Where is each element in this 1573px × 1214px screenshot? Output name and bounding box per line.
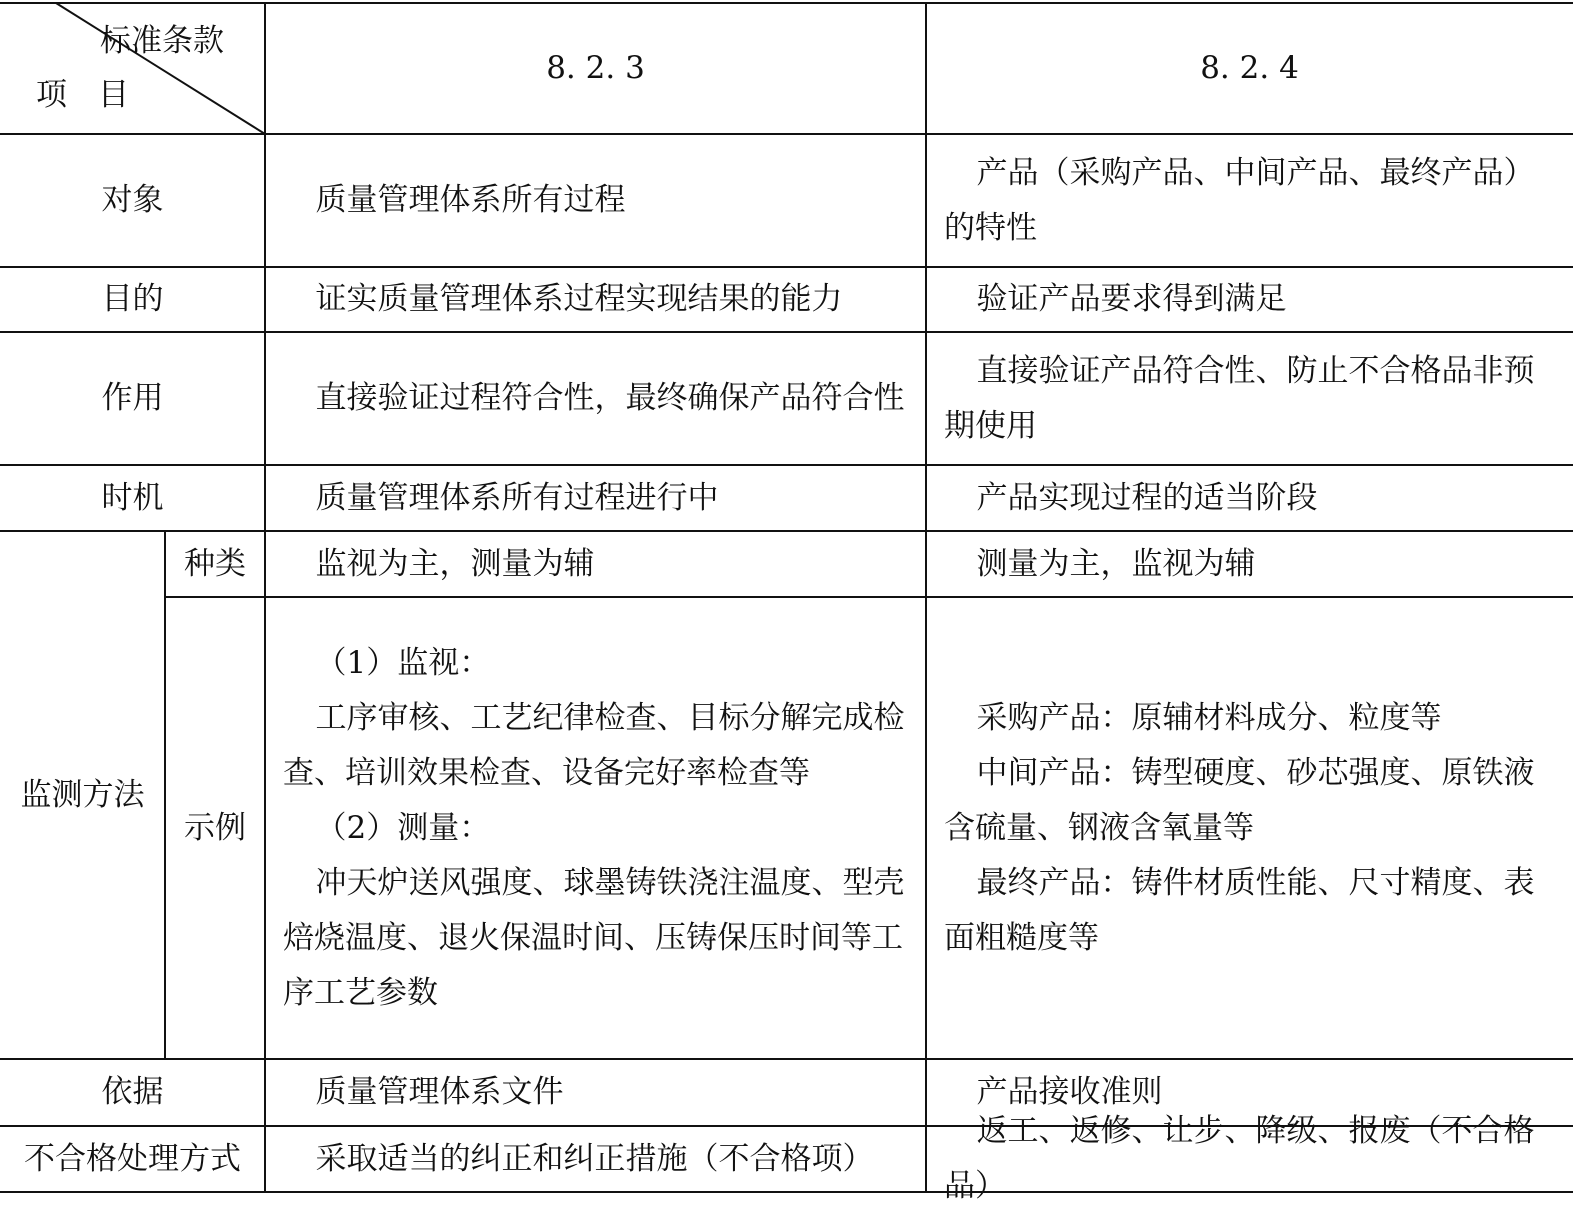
row-label-basis: 依据 bbox=[101, 1074, 164, 1110]
row-label-purpose: 目的 bbox=[101, 281, 164, 317]
row-label-object: 对象 bbox=[101, 182, 164, 218]
object-col1-cell bbox=[283, 134, 913, 267]
row-label-method: 监测方法 bbox=[20, 776, 145, 813]
example-monitor-heading: （1）监视： bbox=[315, 644, 491, 681]
function-col2-text: 直接验证产品符合性、防止不合格品非预期使用 bbox=[944, 352, 1535, 444]
example-purchased-text: 采购产品：原辅材料成分、粒度等 bbox=[976, 699, 1442, 736]
example-intermediate-text: 中间产品：铸型硬度、砂芯强度、原铁液含硫量、钢液含氧量等 bbox=[944, 754, 1535, 846]
nonconform-col1-cell bbox=[283, 1126, 913, 1192]
kind-col1-text: 监视为主，测量为辅 bbox=[315, 545, 595, 582]
example-col1-cell bbox=[283, 597, 913, 1059]
example-final-text: 最终产品：铸件材质性能、尺寸精度、表面粗糙度等 bbox=[944, 864, 1535, 956]
row-label-nonconform: 不合格处理方式 bbox=[24, 1140, 241, 1177]
example-monitor-text: 工序审核、工艺纪律检查、目标分解完成检查、培训效果检查、设备完好率检查等 bbox=[283, 699, 905, 791]
nonconform-col2-cell bbox=[944, 1113, 1560, 1204]
header-diag-bottom: 项 目 bbox=[36, 77, 129, 113]
row-label-example: 示例 bbox=[184, 809, 246, 846]
example-measure-text: 冲天炉送风强度、球墨铸铁浇注温度、型壳焙烧温度、退火保温时间、压铸保压时间等工序工艺参数 bbox=[283, 864, 905, 1011]
kind-col1-cell bbox=[283, 531, 913, 597]
example-measure-heading: （2）测量： bbox=[315, 809, 491, 846]
function-col1-cell bbox=[283, 332, 913, 465]
timing-col2-text: 产品实现过程的适当阶段 bbox=[976, 479, 1318, 516]
timing-col2-cell bbox=[944, 465, 1560, 531]
nonconform-col1-text: 采取适当的纠正和纠正措施（不合格项） bbox=[315, 1140, 874, 1177]
object-col1-text: 质量管理体系所有过程 bbox=[315, 182, 626, 218]
kind-col2-cell bbox=[944, 531, 1560, 597]
row-label-kind: 种类 bbox=[184, 545, 246, 582]
purpose-col1-text: 证实质量管理体系过程实现结果的能力 bbox=[315, 281, 843, 317]
basis-col1-text: 质量管理体系文件 bbox=[315, 1074, 564, 1110]
example-col2-cell bbox=[944, 597, 1560, 1059]
object-col2-cell bbox=[944, 134, 1560, 267]
timing-col1-text: 质量管理体系所有过程进行中 bbox=[315, 479, 719, 516]
function-col1-text: 直接验证过程符合性，最终确保产品符合性 bbox=[315, 380, 905, 416]
nonconform-col2-text: 返工、返修、让步、降级、报废（不合格品） bbox=[944, 1113, 1535, 1204]
row-label-function: 作用 bbox=[101, 380, 164, 416]
header-diag-top: 标准条款 bbox=[100, 23, 224, 59]
header-col-824: 8. 2. 4 bbox=[1200, 50, 1299, 86]
purpose-col1-cell bbox=[283, 267, 913, 332]
object-col2-text: 产品（采购产品、中间产品、最终产品）的特性 bbox=[944, 154, 1535, 246]
timing-col1-cell bbox=[283, 465, 913, 531]
purpose-col2-text: 验证产品要求得到满足 bbox=[976, 281, 1287, 317]
header-col-823: 8. 2. 3 bbox=[546, 50, 645, 86]
basis-col1-cell bbox=[283, 1059, 913, 1126]
function-col2-cell bbox=[944, 332, 1560, 465]
purpose-col2-cell bbox=[944, 267, 1560, 332]
row-label-timing: 时机 bbox=[101, 479, 164, 516]
basis-col2-text: 产品接收准则 bbox=[976, 1074, 1163, 1110]
kind-col2-text: 测量为主，监视为辅 bbox=[976, 545, 1256, 582]
